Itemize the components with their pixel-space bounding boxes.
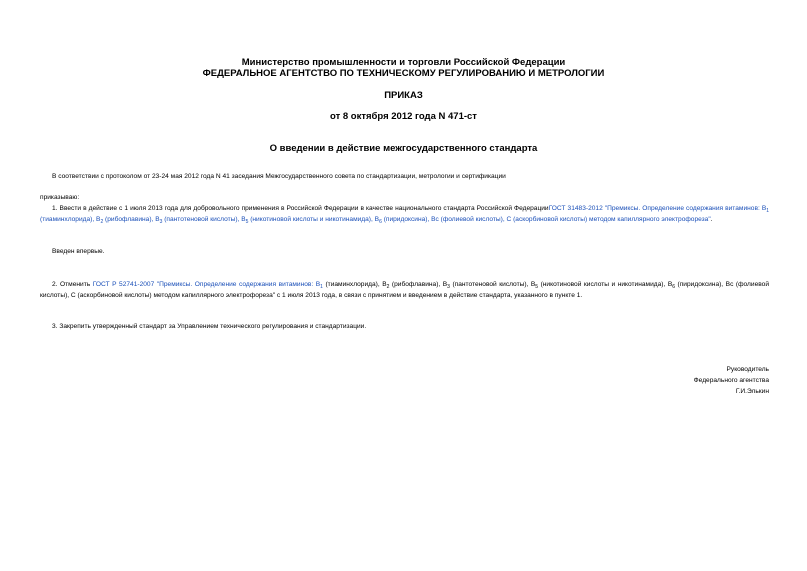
item-1-note: Введен впервые. [52, 248, 105, 255]
preamble: В соответствии с протоколом от 23-24 мая 2012 года N 41 заседания Межгосударственного совета по стандартизации, метрологии и сертификации [52, 173, 506, 180]
gost-31483-link[interactable]: ГОСТ 31483-2012 "Премиксы. Определение содержания витаминов: $В_1$ (тиаминхлорида), $В_2$ (рибофлавина), $В_3$ (пантотеновой кислоты), $В_5$ (никотиновой кислоты и никотинамида), $В_6$ (пиридоксина), Вс (фолиевой кислоты), С (аскорбиновой кислоты) методом капиллярного электрофореза" [40, 205, 770, 225]
doc-subject: О введении в действие межгосударственного стандарта [269, 143, 538, 154]
agency-title: ФЕДЕРАЛЬНОЕ АГЕНТСТВО ПО ТЕХНИЧЕСКОМУ РЕГУЛИРОВАНИЮ И МЕТРОЛОГИИ [202, 68, 605, 79]
item-2: 2. Отменить ГОСТ Р 52741-2007 "Премиксы. Определение содержания витаминов: $В_1$ (тиаминхлорида), $В_2$ (рибофлавина), $В_3$ (пантотеновой кислоты), $В_5$ (никотиновой кислоты и никотинамида), $В_6$ (пиридоксина), Вс (фолиевой кислоты), С (аскорбиновой кислоты) методом капиллярного электрофореза" с 1 июля 2013 года, в связи с принятием и введением в действие стандарта, указанного в пункте 1. [40, 281, 770, 299]
order-word: приказываю: [40, 194, 80, 201]
gost-r-52741-link[interactable]: ГОСТ Р 52741-2007 "Премиксы. Определение содержания витаминов: $В_1$ [92, 281, 323, 290]
signature-agency: Федерального агентства [693, 377, 769, 384]
item-2-lead: 2. Отменить [52, 281, 93, 288]
signature-name: Г.И.Элькин [735, 388, 769, 395]
doc-type: ПРИКАЗ [384, 90, 423, 101]
item-1-tail: . [710, 216, 713, 223]
doc-date-number: от 8 октября 2012 года N 471-ст [330, 111, 477, 122]
signature-position: Руководитель [726, 366, 769, 373]
item-1-lead: 1. Ввести в действие с 1 июля 2013 года для добровольного применения в Российской Федерации в качестве национального стандарта Российской Федерации [52, 205, 549, 212]
item-1 [40, 203, 769, 225]
item-3: 3. Закрепить утвержденный стандарт за Управлением технического регулирования и стандартизации. [52, 323, 367, 330]
ministry-title: Министерство промышленности и торговли Российской Федерации [241, 57, 566, 68]
